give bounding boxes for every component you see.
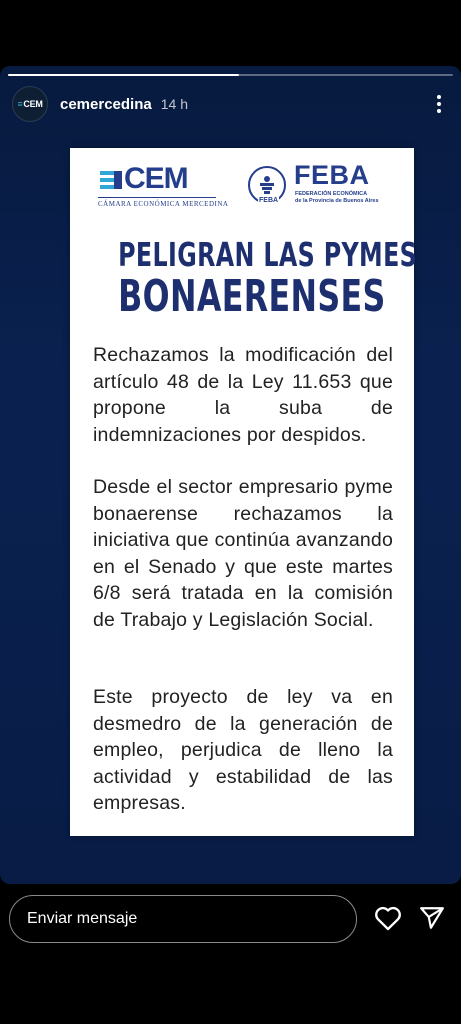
cem-bars-icon: ≡ (17, 99, 23, 109)
paragraph-3: Este proyecto de ley va en desmedro de la generación de empleo, perjudica de lleno la actividad y estabilidad de las empresas. (93, 686, 393, 814)
headline (118, 235, 418, 322)
logos-row (98, 160, 384, 208)
paragraph-2: Desde el sector empresario pyme bonaerense rechazamos la iniciativa que continúa avanzando en el Senado y que este martes 6/8 será tratada en la comisión de Trabajo y Legislación Social. (93, 476, 393, 631)
more-options-icon[interactable] (429, 90, 449, 118)
feba-subtitle: FEDERACIÓN ECONÓMICA de la Provincia de Buenos Aires (295, 191, 379, 204)
feba-name: FEBA (294, 160, 370, 190)
avatar-text: CEM (23, 99, 43, 109)
headline-line-1: PELIGRAN LAS PYMES (118, 235, 418, 274)
send-icon[interactable] (419, 905, 445, 931)
cem-mark-icon (100, 168, 124, 192)
story-post-card (70, 148, 418, 836)
headline-line-2: BONAERENSES (118, 271, 386, 322)
story-header (12, 86, 449, 122)
heart-icon[interactable] (374, 905, 402, 931)
cem-name: CEM (124, 162, 188, 195)
username[interactable]: cemercedina (60, 95, 152, 113)
story-progress-bar (8, 74, 453, 76)
story-viewer[interactable] (0, 66, 461, 884)
feba-seal-icon (248, 166, 286, 204)
reply-bar (0, 888, 461, 1024)
story-progress-fill (8, 74, 239, 76)
cem-logo (98, 162, 229, 208)
avatar[interactable] (12, 86, 48, 122)
post-time: 14 h (160, 96, 188, 112)
feba-logo (248, 160, 388, 208)
cem-rule (98, 197, 216, 198)
cem-subtitle: CÁMARA ECONÓMICA MERCEDINA (98, 200, 229, 208)
send-message-input[interactable]: Enviar mensaje (9, 895, 357, 943)
feba-seal-text: FEBA (259, 197, 279, 204)
paragraph-1: Rechazamos la modificación del artículo 48 de la Ley 11.653 que propone la suba de indemnizaciones por despidos. (93, 344, 393, 446)
